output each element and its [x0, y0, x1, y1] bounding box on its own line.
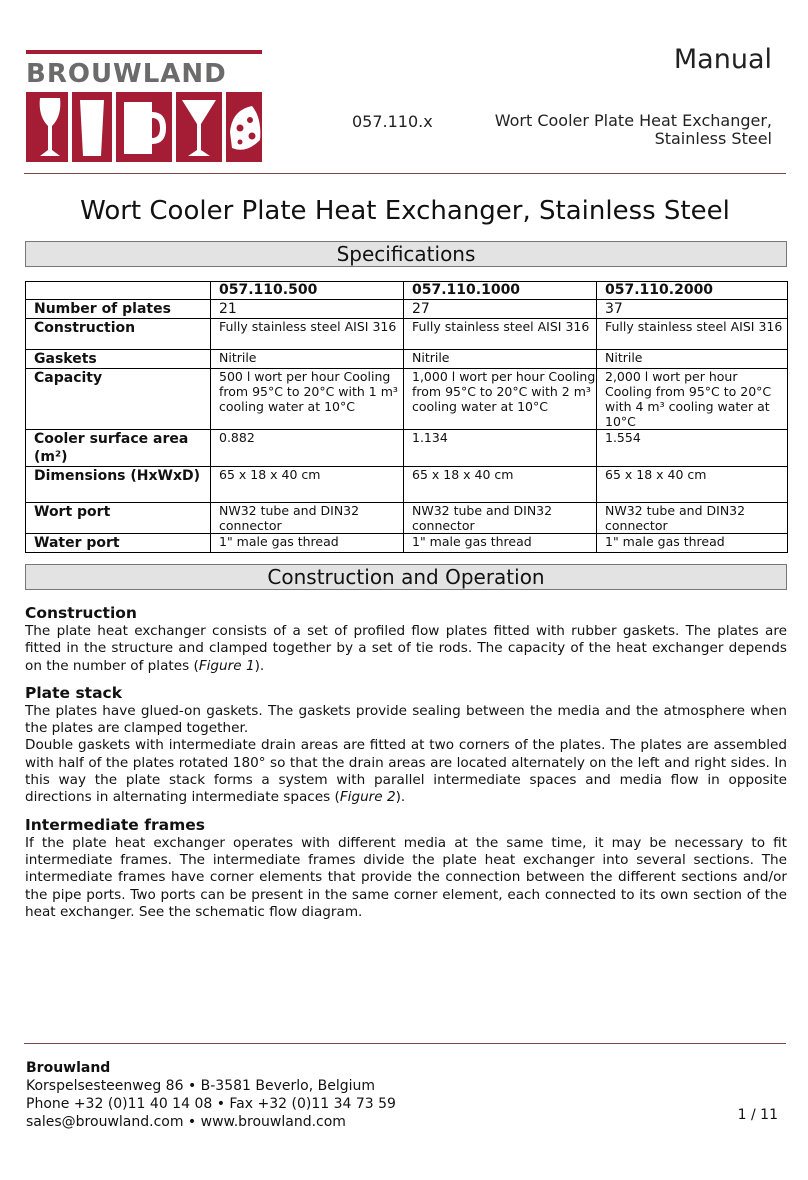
table-cell: 1" male gas thread	[404, 534, 597, 553]
table-cell: 1" male gas thread	[211, 534, 404, 553]
product-name-line2: Stainless Steel	[654, 129, 772, 148]
table-cell: 1" male gas thread	[597, 534, 788, 553]
row-label: Gaskets	[26, 350, 211, 369]
table-corner-cell	[26, 282, 211, 300]
paragraph-intermediate-frames: If the plate heat exchanger operates with different media at the same time, it may be necessary to fit intermediate frames. The intermediate frames divide the plate heat exchanger into several sections. The intermediate frames have corner elements that provide the connection between the different sections and/or the pipe ports. Two ports can be present in the same corner element, each connected to its own section of the heat exchanger. See the schematic flow diagram.	[25, 834, 787, 920]
row-label: Construction	[26, 319, 211, 350]
row-label: Capacity	[26, 369, 211, 430]
row-label: Cooler surface area (m²)	[26, 430, 211, 467]
figure-reference: Figure 2	[339, 789, 396, 806]
table-cell: 65 x 18 x 40 cm	[597, 467, 788, 503]
footer-divider	[24, 1043, 786, 1044]
table-cell: 1,000 l wort per hour Cooling from 95°C to 20°C with 2 m³ cooling water at 10°C	[404, 369, 597, 430]
page-number: 1 / 11	[737, 1107, 778, 1123]
brand-logo	[26, 50, 262, 162]
footer-contact	[26, 1059, 396, 1131]
row-label: Dimensions (HxWxD)	[26, 467, 211, 503]
table-cell: 65 x 18 x 40 cm	[211, 467, 404, 503]
table-cell: Fully stainless steel AISI 316	[211, 319, 404, 350]
table-cell: 0.882	[211, 430, 404, 467]
column-header: 057.110.2000	[597, 282, 788, 300]
column-header: 057.110.500	[211, 282, 404, 300]
section-heading-specifications: Specifications	[25, 241, 787, 267]
table-cell: NW32 tube and DIN32 connector	[404, 503, 597, 534]
table-cell: Fully stainless steel AISI 316	[404, 319, 597, 350]
subheading-construction: Construction	[25, 604, 137, 622]
footer-phone: Phone +32 (0)11 40 14 08 • Fax +32 (0)11 34 73 59	[26, 1096, 396, 1112]
construction-operation-content	[25, 604, 787, 921]
table-cell: 2,000 l wort per hour Cooling from 95°C to 20°C with 4 m³ cooling water at 10°C	[597, 369, 788, 430]
table-row	[26, 503, 788, 534]
table-cell: 1.134	[404, 430, 597, 467]
table-row	[26, 430, 788, 467]
paragraph-plate-stack-2: Double gaskets with intermediate drain areas are fitted at two corners of the plates. The plates are assembled with half of the plates rotated 180° so that the drain areas are located alternately on the left and right sides. In this way the plate stack forms a system with parallel intermediate spaces and media flow in opposite directions in alternating intermediate spaces (Figure 2).	[25, 737, 787, 806]
specifications-table	[25, 281, 788, 553]
paragraph-construction: The plate heat exchanger consists of a set of profiled flow plates fitted with rubber gaskets. The plates are fitted in the structure and clamped together by a set of tie rods. The capacity of the heat exchanger depends on the number of plates (Figure 1).	[25, 623, 787, 674]
table-cell: NW32 tube and DIN32 connector	[597, 503, 788, 534]
column-header: 057.110.1000	[404, 282, 597, 300]
paragraph-plate-stack-1: The plates have glued-on gaskets. The gaskets provide sealing between the media and the atmosphere when the plates are clamped together.	[25, 702, 787, 737]
logo-wordmark: BROUWLAND	[26, 59, 227, 89]
table-cell: NW32 tube and DIN32 connector	[211, 503, 404, 534]
table-cell: 37	[597, 300, 788, 319]
section-heading-construction-operation: Construction and Operation	[25, 564, 787, 590]
table-cell: Nitrile	[211, 350, 404, 369]
table-row	[26, 300, 788, 319]
table-header-row	[26, 282, 788, 300]
header-divider	[24, 173, 786, 174]
table-row	[26, 319, 788, 350]
table-cell: 65 x 18 x 40 cm	[404, 467, 597, 503]
document-title: Wort Cooler Plate Heat Exchanger, Stainless Steel	[80, 196, 730, 226]
footer-web: sales@brouwland.com • www.brouwland.com	[26, 1114, 346, 1130]
table-cell: Fully stainless steel AISI 316	[597, 319, 788, 350]
footer-address: Korspelsesteenweg 86 • B-3581 Beverlo, Belgium	[26, 1078, 376, 1094]
table-cell: 27	[404, 300, 597, 319]
table-cell: 500 l wort per hour Cooling from 95°C to 20°C with 1 m³ cooling water at 10°C	[211, 369, 404, 430]
manual-label: Manual	[673, 44, 772, 75]
row-label: Water port	[26, 534, 211, 553]
table-row	[26, 369, 788, 430]
table-row	[26, 534, 788, 553]
subheading-plate-stack: Plate stack	[25, 683, 123, 702]
row-label: Wort port	[26, 503, 211, 534]
row-label: Number of plates	[26, 300, 211, 319]
logo-drinkware-icon	[26, 92, 262, 162]
footer-company: Brouwland	[26, 1060, 111, 1076]
table-cell: Nitrile	[597, 350, 788, 369]
product-name-line1: Wort Cooler Plate Heat Exchanger,	[494, 111, 772, 130]
product-code: 057.110.x	[352, 112, 433, 131]
product-name	[442, 112, 772, 148]
table-cell: Nitrile	[404, 350, 597, 369]
logo-rule	[26, 50, 262, 54]
table-cell: 21	[211, 300, 404, 319]
table-row	[26, 467, 788, 503]
table-cell: 1.554	[597, 430, 788, 467]
subheading-intermediate-frames: Intermediate frames	[25, 815, 205, 834]
figure-reference: Figure 1	[198, 657, 255, 674]
table-row	[26, 350, 788, 369]
